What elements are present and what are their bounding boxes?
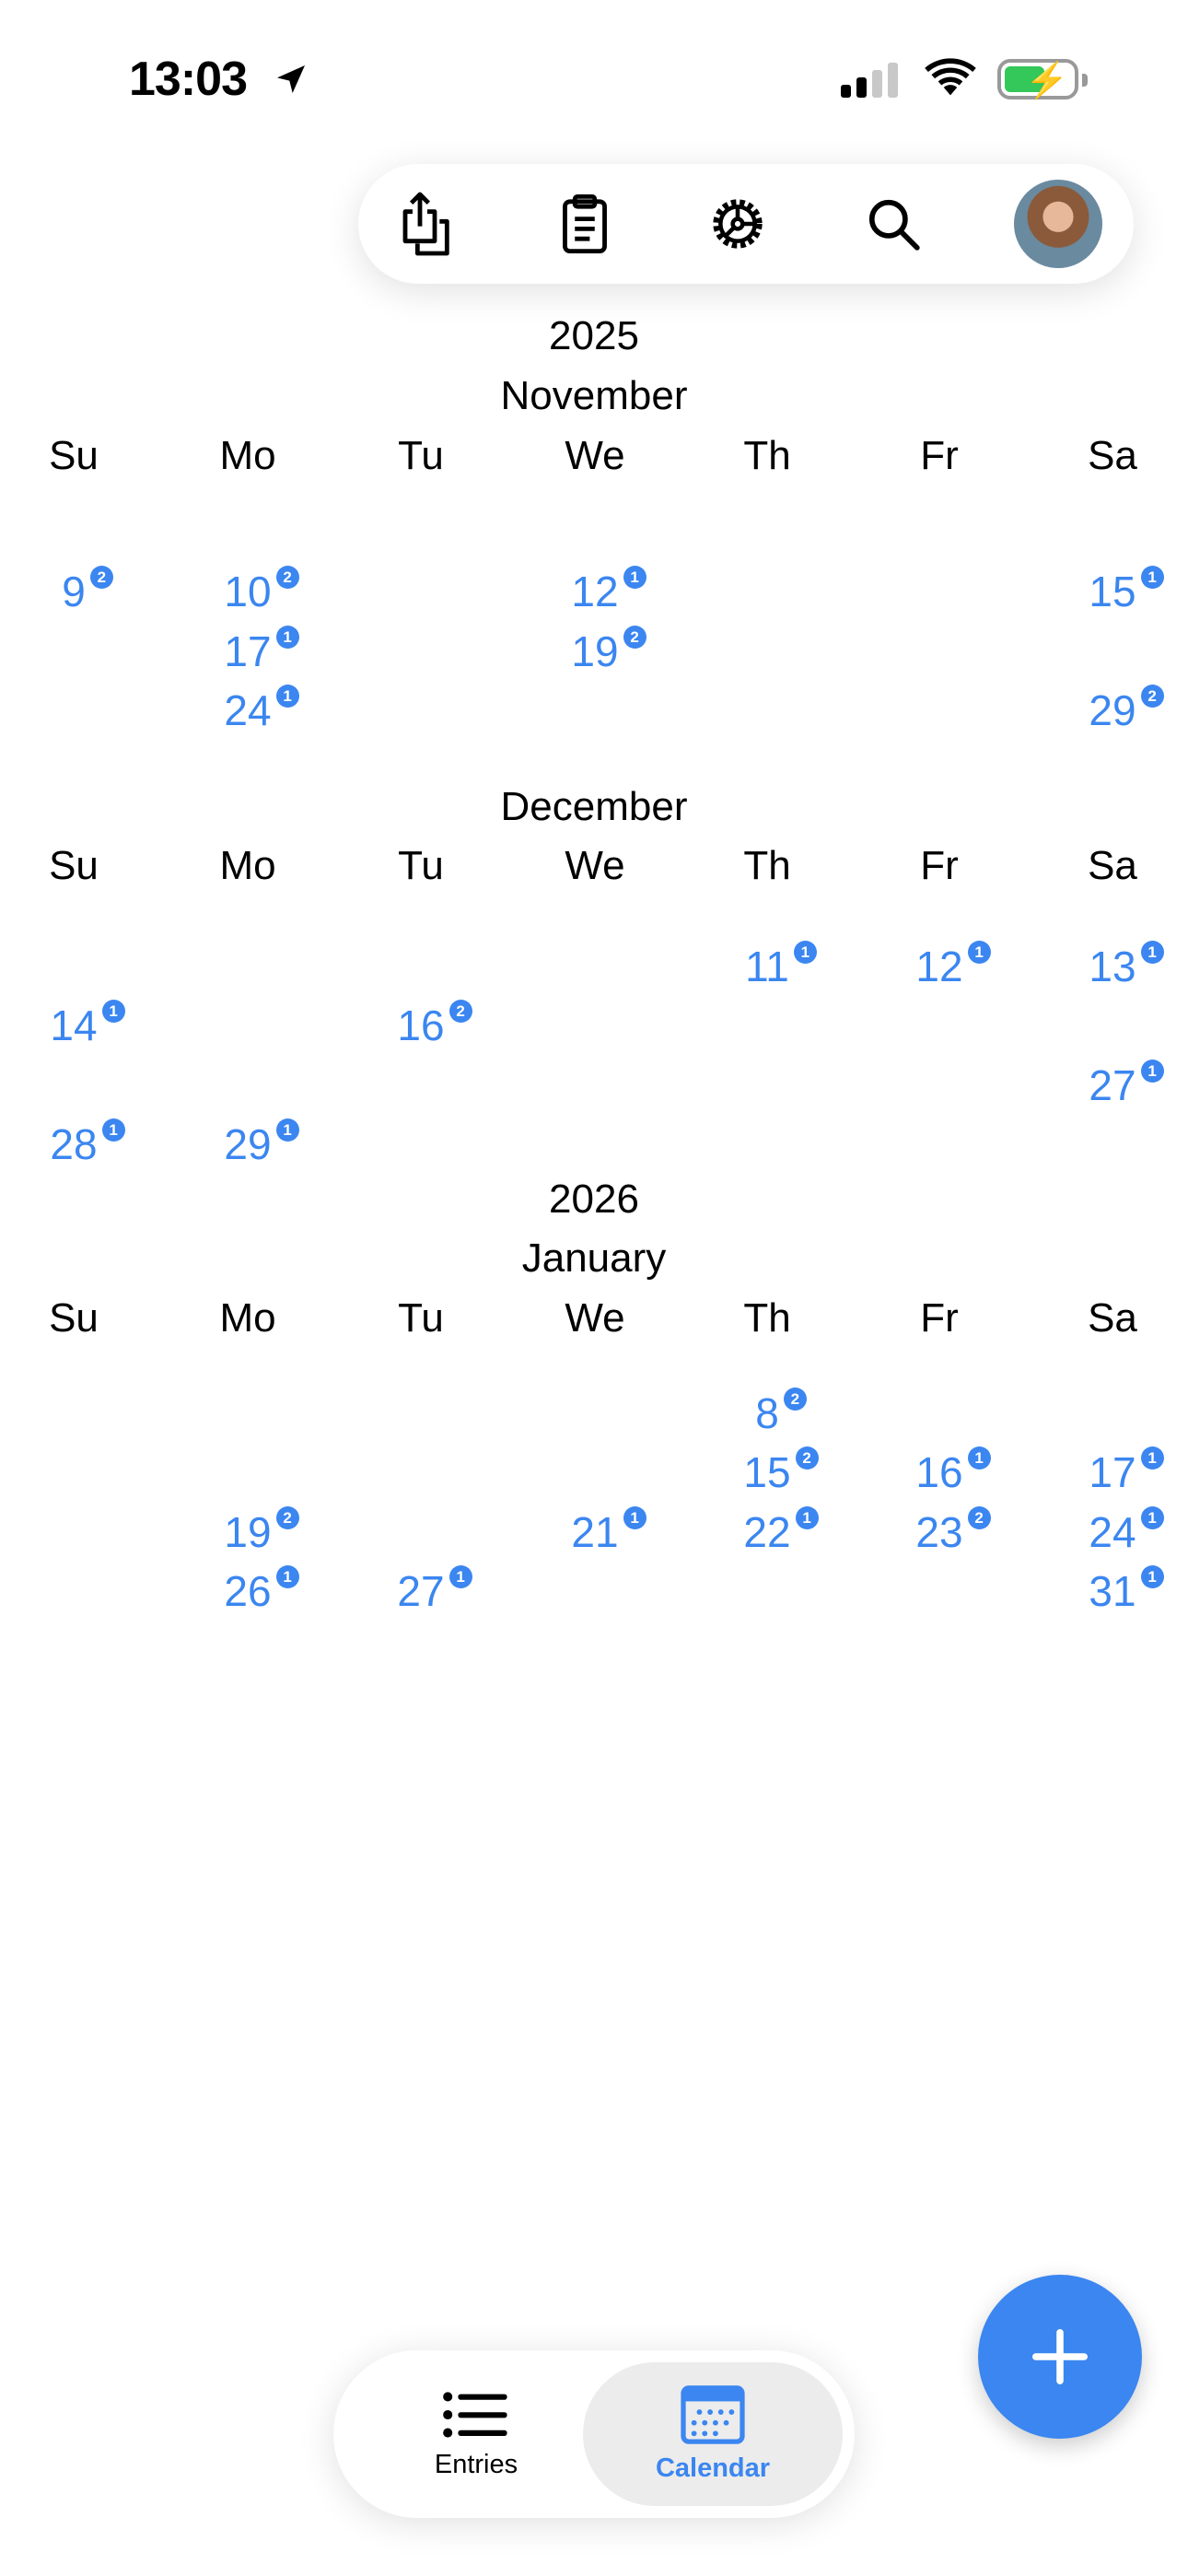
day-number: 17: [224, 626, 272, 675]
calendar-day[interactable]: [853, 942, 1026, 991]
day-number: 12: [571, 568, 619, 616]
weekday-header: We: [565, 843, 625, 888]
tab-calendar[interactable]: [583, 2362, 843, 2506]
calendar-day[interactable]: [1026, 1060, 1188, 1110]
weekday-header: Mo: [219, 843, 276, 888]
calendar-day[interactable]: [161, 567, 334, 616]
calendar-day[interactable]: [1026, 1507, 1188, 1557]
location-arrow-icon: [273, 61, 309, 98]
day-number: 31: [1089, 1566, 1136, 1615]
entry-count-badge: 2: [449, 1000, 472, 1023]
calendar-day[interactable]: [681, 1447, 854, 1497]
day-number: 12: [915, 943, 963, 991]
settings-icon[interactable]: [708, 194, 767, 253]
calendar-day[interactable]: [161, 1566, 334, 1616]
tab-label: Entries: [434, 2449, 518, 2479]
top-toolbar: [358, 164, 1134, 284]
day-number: 24: [224, 685, 272, 734]
weekday-header: We: [565, 433, 625, 478]
entry-count-badge: 2: [784, 1388, 807, 1411]
calendar-day[interactable]: [1026, 1566, 1188, 1616]
calendar-day[interactable]: [508, 626, 681, 676]
weekday-header: We: [565, 1295, 625, 1341]
entry-count-badge: 1: [102, 1118, 125, 1142]
day-number: 21: [571, 1507, 619, 1556]
add-entry-button[interactable]: [978, 2275, 1142, 2439]
calendar-day[interactable]: [681, 1388, 854, 1438]
weekday-header: Fr: [920, 1295, 959, 1341]
entry-count-badge: 1: [968, 941, 991, 964]
weekday-header: Su: [49, 1295, 99, 1341]
calendar-day[interactable]: [161, 685, 334, 735]
day-number: 28: [50, 1119, 98, 1168]
calendar-day[interactable]: [1026, 567, 1188, 616]
weekday-header: Mo: [219, 433, 276, 478]
weekday-header: Th: [743, 1295, 791, 1341]
calendar-day[interactable]: [508, 567, 681, 616]
entry-count-badge: 2: [90, 566, 113, 589]
day-number: 15: [743, 1448, 791, 1497]
entry-count-badge: 1: [794, 941, 817, 964]
cellular-signal-icon: [841, 61, 898, 98]
day-number: 17: [1089, 1448, 1136, 1497]
entry-count-badge: 1: [1141, 1060, 1164, 1083]
month-title: December: [500, 784, 688, 829]
list-icon: [442, 2389, 510, 2441]
wifi-icon: [924, 57, 977, 98]
day-number: 11: [745, 943, 789, 991]
calendar-day[interactable]: [334, 1001, 507, 1050]
entry-count-badge: 1: [1141, 566, 1164, 589]
entry-count-badge: 2: [1141, 685, 1164, 708]
entry-count-badge: 1: [102, 1000, 125, 1023]
weekday-header: Tu: [398, 433, 444, 478]
calendar-day[interactable]: [161, 1119, 334, 1169]
calendar-day[interactable]: [1026, 942, 1188, 991]
weekday-header: Tu: [398, 843, 444, 888]
weekday-header: Th: [743, 843, 791, 888]
calendar-icon: [681, 2385, 745, 2444]
entry-count-badge: 1: [1141, 1565, 1164, 1588]
day-number: 23: [915, 1507, 963, 1556]
entry-count-badge: 2: [623, 626, 646, 649]
tab-bar: [333, 2350, 855, 2518]
day-number: 27: [397, 1566, 445, 1615]
entry-count-badge: 2: [276, 1506, 299, 1529]
calendar-day[interactable]: [161, 626, 334, 676]
day-number: 24: [1089, 1507, 1136, 1556]
calendar-day[interactable]: [853, 1447, 1026, 1497]
entry-count-badge: 1: [623, 566, 646, 589]
calendar-day[interactable]: [508, 1507, 681, 1557]
day-number: 16: [397, 1001, 445, 1050]
battery-charging-icon: ⚡: [997, 59, 1078, 100]
entry-count-badge: 1: [276, 685, 299, 708]
year-label: 2025: [549, 313, 639, 358]
clipboard-icon[interactable]: [555, 194, 614, 253]
entry-count-badge: 2: [796, 1446, 819, 1469]
day-number: 29: [224, 1119, 272, 1168]
day-number: 22: [743, 1507, 791, 1556]
tab-entries[interactable]: [361, 2362, 591, 2506]
calendar-day[interactable]: [0, 1001, 160, 1050]
calendar-day[interactable]: [681, 942, 854, 991]
month-title: January: [521, 1235, 667, 1281]
weekday-header: Sa: [1088, 1295, 1137, 1341]
entry-count-badge: 2: [276, 566, 299, 589]
entry-count-badge: 1: [276, 626, 299, 649]
day-number: 26: [224, 1566, 272, 1615]
tab-label: Calendar: [655, 2453, 771, 2483]
year-label: 2026: [549, 1177, 639, 1222]
weekday-header: Su: [49, 433, 99, 478]
day-number: 15: [1089, 568, 1136, 616]
calendar-day[interactable]: [0, 567, 160, 616]
calendar-day[interactable]: [0, 1119, 160, 1169]
weekday-header: Su: [49, 843, 99, 888]
day-number: 13: [1089, 943, 1136, 991]
weekday-header: Fr: [920, 433, 959, 478]
plus-icon: [1028, 2324, 1092, 2389]
day-number: 19: [224, 1507, 272, 1556]
weekday-header: Mo: [219, 1295, 276, 1341]
entry-count-badge: 1: [276, 1565, 299, 1588]
day-number: 14: [50, 1001, 98, 1050]
day-number: 8: [755, 1389, 779, 1438]
weekday-header: Sa: [1088, 433, 1137, 478]
weekday-header: Fr: [920, 843, 959, 888]
day-number: 16: [915, 1448, 963, 1497]
weekday-header: Th: [743, 433, 791, 478]
calendar-day[interactable]: [334, 1566, 507, 1616]
entry-count-badge: 2: [968, 1506, 991, 1529]
avatar[interactable]: [1014, 180, 1102, 268]
calendar-day[interactable]: [853, 1507, 1026, 1557]
day-number: 9: [62, 568, 86, 616]
entry-count-badge: 1: [276, 1118, 299, 1142]
status-time: 13:03: [129, 53, 247, 106]
day-number: 10: [224, 568, 272, 616]
calendar-day[interactable]: [681, 1507, 854, 1557]
weekday-header: Sa: [1088, 843, 1137, 888]
weekday-header: Tu: [398, 1295, 444, 1341]
share-icon[interactable]: [398, 194, 457, 253]
entry-count-badge: 1: [1141, 1446, 1164, 1469]
calendar-day[interactable]: [1026, 685, 1188, 735]
calendar-day[interactable]: [161, 1507, 334, 1557]
day-number: 19: [571, 626, 619, 675]
entry-count-badge: 1: [968, 1446, 991, 1469]
day-number: 27: [1089, 1060, 1136, 1109]
entry-count-badge: 1: [449, 1565, 472, 1588]
entry-count-badge: 1: [623, 1506, 646, 1529]
month-title: November: [500, 373, 688, 418]
day-number: 29: [1089, 685, 1136, 734]
entry-count-badge: 1: [1141, 1506, 1164, 1529]
entry-count-badge: 1: [796, 1506, 819, 1529]
entry-count-badge: 1: [1141, 941, 1164, 964]
search-icon[interactable]: [864, 194, 923, 253]
calendar-day[interactable]: [1026, 1447, 1188, 1497]
